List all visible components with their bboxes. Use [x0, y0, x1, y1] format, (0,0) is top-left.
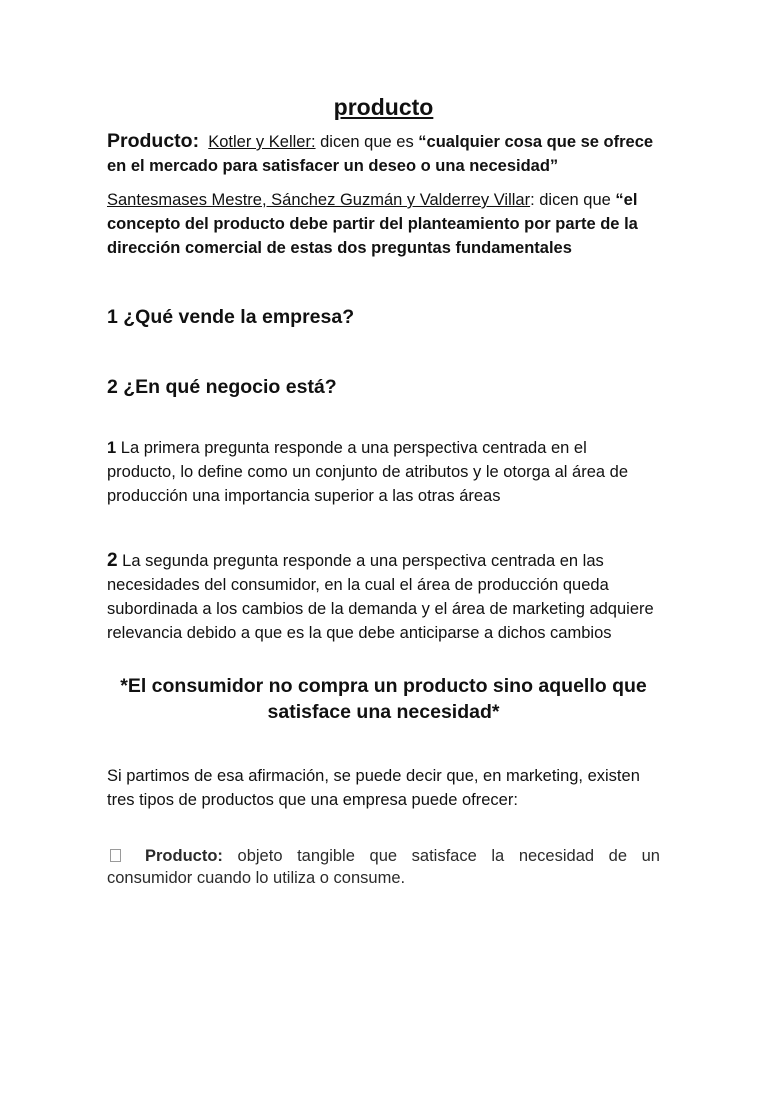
page-title: producto [333, 94, 434, 120]
list-item [107, 845, 660, 889]
bullet-label: Producto: [145, 847, 223, 865]
answer-1-text: La primera pregunta responde a una perspectiva centrada en el producto, lo define como un conjunto de atributos y le otorga al área de producción una importancia superior a las otras áreas [107, 439, 629, 505]
definition-paragraph [107, 129, 660, 178]
bullet-icon [110, 849, 121, 862]
definition-authors: Kotler y Keller: [208, 133, 316, 151]
highlight-quote: *El consumidor no compra un producto sino aquello que satisface una necesidad* [120, 675, 647, 723]
definition2-quote: “el concepto del producto debe partir del planteamiento por parte de la dirección comercial de estas dos preguntas fundamentales [107, 191, 638, 257]
answer-1-number: 1 [107, 439, 117, 457]
document-page [0, 92, 768, 1116]
question-1: 1 ¿Qué vende la empresa? [107, 306, 355, 328]
answer-1 [107, 436, 660, 508]
definition-label: Producto: [107, 130, 200, 152]
intro-paragraph: Si partimos de esa afirmación, se puede decir que, en marketing, existen tres tipos de productos que una empresa puede ofrecer: [107, 767, 640, 809]
answer-2-text: La segunda pregunta responde a una perspectiva centrada en las necesidades del consumidor, en la cual el área de producción queda subordinada a los cambios de la demanda y el área de marketing adquiere relevancia debido a que es la que debe anticiparse a dichos cambios [107, 552, 654, 642]
bullet-text: objeto tangible que satisface la necesidad de un consumidor cuando lo utiliza o consume. [107, 847, 660, 887]
definition2-paragraph [107, 188, 660, 260]
definition-quote: “cualquier cosa que se ofrece en el mercado para satisfacer un deseo o una necesidad” [107, 133, 654, 175]
definition2-intro: : dicen que [530, 191, 616, 209]
answer-2 [107, 549, 660, 645]
question-2: 2 ¿En qué negocio está? [107, 376, 337, 398]
answer-2-number: 2 [107, 550, 118, 571]
definition2-authors: Santesmases Mestre, Sánchez Guzmán y Valderrey Villar [107, 191, 531, 209]
definition-intro: dicen que es [315, 133, 419, 151]
